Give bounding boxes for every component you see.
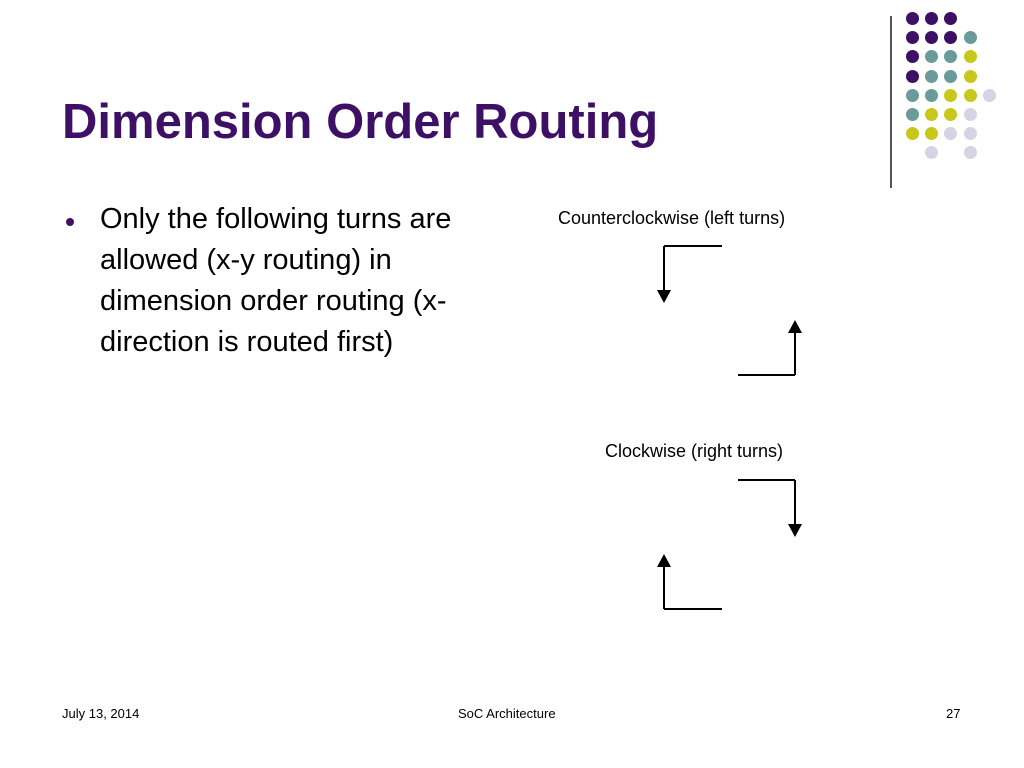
ccw-turn-west-to-south-arrow <box>656 242 728 306</box>
cw-turn-east-to-south-arrow <box>734 476 806 540</box>
decorative-dot <box>964 108 977 121</box>
decorative-dot <box>964 146 977 159</box>
decorative-dot <box>906 89 919 102</box>
decorative-dot <box>944 70 957 83</box>
cw-turn-west-to-north-arrow <box>656 552 728 616</box>
decorative-dot <box>906 50 919 63</box>
footer-title: SoC Architecture <box>458 706 556 721</box>
decorative-dot <box>964 31 977 44</box>
page-number: 27 <box>946 706 961 721</box>
decorative-dot <box>925 31 938 44</box>
decorative-dot <box>944 12 957 25</box>
decorative-dot <box>906 70 919 83</box>
decorative-dot <box>964 50 977 63</box>
decorative-dot <box>944 50 957 63</box>
footer-date: July 13, 2014 <box>62 706 140 721</box>
decorative-dot <box>964 70 977 83</box>
decorative-dot-grid <box>906 12 1006 172</box>
counterclockwise-label: Counterclockwise (left turns) <box>558 208 786 228</box>
decorative-dot <box>964 89 977 102</box>
bullet-text: Only the following turns are allowed (x-y routing) in dimension order routing (x-direction is routed first) <box>100 203 452 358</box>
decorative-dot <box>944 127 957 140</box>
decorative-dot <box>983 89 996 102</box>
decorative-dot <box>906 31 919 44</box>
decorative-dot <box>944 31 957 44</box>
decorative-dot <box>925 50 938 63</box>
decorative-dot <box>925 146 938 159</box>
decorative-dot <box>925 89 938 102</box>
decorative-dot <box>944 108 957 121</box>
decorative-dot <box>906 12 919 25</box>
decorative-dot <box>925 108 938 121</box>
decorative-dot <box>906 127 919 140</box>
decorative-dot <box>925 70 938 83</box>
decorative-dot <box>944 89 957 102</box>
decorative-dot <box>906 108 919 121</box>
ccw-turn-east-to-north-arrow <box>734 318 806 382</box>
bullet-icon <box>66 218 74 226</box>
decorative-dot <box>964 127 977 140</box>
decorative-dot <box>925 127 938 140</box>
decorative-vertical-rule <box>890 16 892 188</box>
slide-title: Dimension Order Routing <box>62 95 659 149</box>
decorative-dot <box>925 12 938 25</box>
clockwise-label: Clockwise (right turns) <box>605 441 784 461</box>
